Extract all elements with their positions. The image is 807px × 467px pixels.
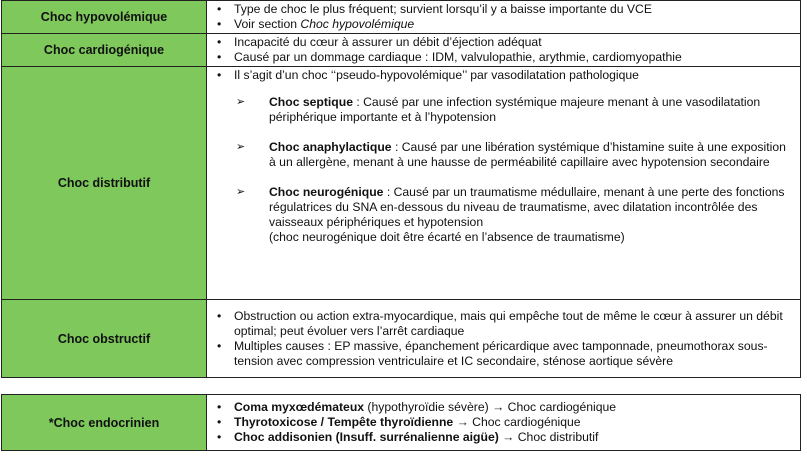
- row-content: [207, 1, 801, 34]
- subtype-neurogenic: [213, 185, 796, 245]
- row-content: [207, 395, 801, 451]
- subtype-name: Choc septique: [269, 95, 353, 109]
- subtype-anaphylactic: [213, 140, 796, 170]
- list-item: [213, 430, 796, 445]
- row-obstructive: [2, 300, 801, 378]
- row-label: Choc hypovolémique: [2, 1, 207, 34]
- list-item: • Il s’agit d’un choc ‘‘pseudo-hypovolémique’’ par vasodilatation pathologique: [213, 68, 796, 83]
- subtype-septic: [213, 95, 796, 125]
- list-item: • Incapacité du cœur à assurer un débit d’éjection adéquat: [213, 35, 796, 50]
- list-item: • Type de choc le plus fréquent; survient lorsqu’il y a baisse importante du VCE: [213, 2, 796, 17]
- row-cardiogenic: [2, 34, 801, 67]
- row-distributive: [2, 67, 801, 300]
- arrow-right-icon: →: [492, 400, 505, 414]
- subtype-name: Choc neurogénique: [269, 185, 384, 199]
- row-content: [207, 300, 801, 378]
- list-item: [213, 17, 796, 32]
- subtype-description: : Causé par une libération systémique d’histamine suite à une exposition à un allergène, menant à une hausse de perméabilité capillaire avec hypotension secondaire: [269, 140, 786, 169]
- row-endocrine: [2, 395, 801, 451]
- arrow-right-icon: →: [456, 415, 469, 429]
- resulting-shock: Choc distributif: [514, 430, 599, 444]
- list-item: • Causé par un dommage cardiaque : IDM, valvulopathie, arythmie, cardiomyopathie: [213, 50, 796, 65]
- condition-detail: (hypothyroïdie sévère): [364, 400, 493, 414]
- subtype-note: (choc neurogénique doit être écarté en l’absence de traumatisme): [269, 230, 625, 244]
- condition-name: Thyrotoxicose / Tempête thyroïdienne: [234, 415, 454, 429]
- resulting-shock: Choc cardiogénique: [468, 415, 581, 429]
- resulting-shock: Choc cardiogénique: [504, 400, 617, 414]
- arrow-bullet-icon: ➢: [236, 96, 246, 108]
- row-hypovolemic: [2, 1, 801, 34]
- list-item: [213, 400, 796, 415]
- list-item: • Obstruction ou action extra-myocardique, mais qui empêche tout de même le cœur à assurer un débit optimal; peut évoluer vers l’arrêt cardiaque: [213, 309, 796, 339]
- arrow-bullet-icon: ➢: [236, 186, 246, 198]
- row-content: [207, 67, 801, 300]
- row-label: *Choc endocrinien: [2, 395, 207, 451]
- subtype-description: : Causé par une infection systémique majeure menant à une vasodilatation périphérique importante et à l’hypotension: [269, 95, 761, 124]
- row-label: Choc distributif: [2, 67, 207, 300]
- row-label: Choc obstructif: [2, 300, 207, 378]
- arrow-bullet-icon: ➢: [236, 141, 246, 153]
- condition-name: Choc addisonien (Insuff. surrénalienne aigüe): [234, 430, 499, 444]
- arrow-right-icon: →: [502, 430, 515, 444]
- subtype-description: : Causé par un traumatisme médullaire, menant à une perte des fonctions régulatrices du SNA en-dessous du niveau de traumatisme, avec dilatation incontrôlée des vaisseaux périphériques et hypotension: [269, 185, 785, 229]
- subtype-name: Choc anaphylactique: [269, 140, 392, 154]
- list-item: • Multiples causes : EP massive, épanchement péricardique avec tamponnade, pneumothorax sous-tension avec compression ventriculaire et IC secondaire, sténose aortique sévère: [213, 339, 796, 369]
- list-item: [213, 415, 796, 430]
- condition-name: Coma myxœdémateux: [234, 400, 365, 414]
- shock-types-table: [1, 0, 801, 378]
- item-text: Voir section: [234, 17, 301, 31]
- endocrine-shock-table: [1, 394, 801, 451]
- row-content: [207, 34, 801, 67]
- section-reference: Choc hypovolémique: [300, 17, 415, 31]
- row-label: Choc cardiogénique: [2, 34, 207, 67]
